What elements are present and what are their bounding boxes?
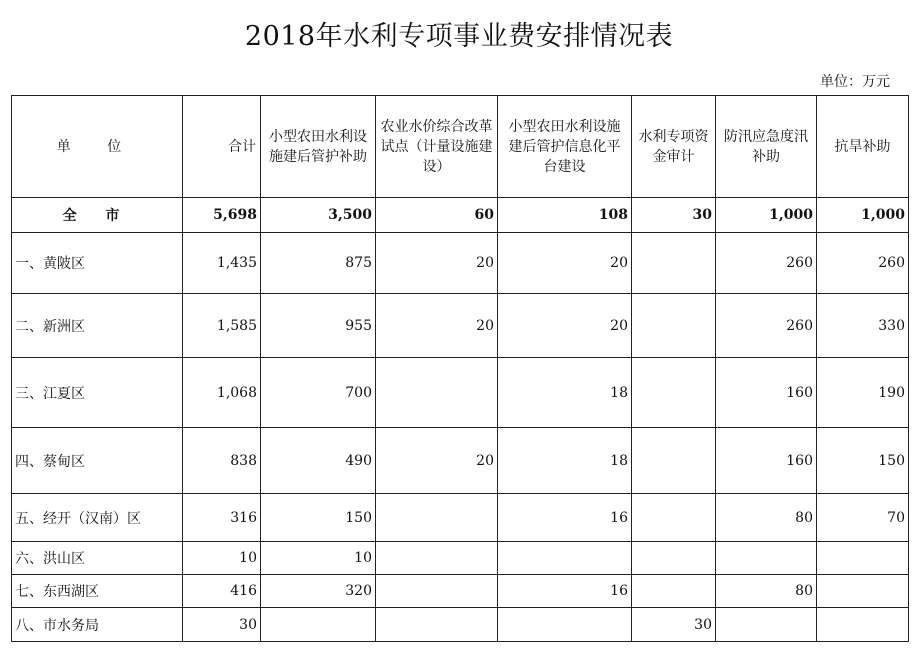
- cell-info-platform: 18: [498, 358, 632, 428]
- cell-drought-subsidy: 70: [817, 494, 909, 542]
- table-row: [12, 294, 909, 358]
- cell-flood-subsidy: 160: [716, 428, 817, 494]
- cell-audit: [632, 575, 716, 608]
- cell-name: 七、东西湖区: [12, 575, 183, 608]
- cell-drought-subsidy: 190: [817, 358, 909, 428]
- cell-flood-subsidy: 260: [716, 233, 817, 294]
- cell-audit: 30: [632, 198, 716, 233]
- cell-maintenance-subsidy: 700: [261, 358, 376, 428]
- cell-flood-subsidy: 1,000: [716, 198, 817, 233]
- cell-water-price-reform: 60: [376, 198, 498, 233]
- cell-total: 416: [183, 575, 261, 608]
- cell-flood-subsidy: 260: [716, 294, 817, 358]
- cell-drought-subsidy: 260: [817, 233, 909, 294]
- table-row: [12, 428, 909, 494]
- cell-name: 全 市: [12, 198, 183, 233]
- cell-total: 10: [183, 542, 261, 575]
- cell-audit: [632, 294, 716, 358]
- allocation-table: [11, 95, 909, 642]
- cell-audit: [632, 428, 716, 494]
- column-header-maintenance-subsidy: 小型农田水利设施建后管护补助: [261, 96, 376, 198]
- cell-water-price-reform: 20: [376, 294, 498, 358]
- column-header-info-platform: 小型农田水利设施建后管护信息化平台建设: [498, 96, 632, 198]
- cell-total: 316: [183, 494, 261, 542]
- cell-name: 二、新洲区: [12, 294, 183, 358]
- page-title: 2018年水利专项事业费安排情况表: [244, 21, 674, 52]
- column-header-unit: 单 位: [12, 96, 183, 198]
- cell-audit: [632, 358, 716, 428]
- cell-drought-subsidy: [817, 575, 909, 608]
- cell-total: 838: [183, 428, 261, 494]
- column-header-total: 合计: [183, 96, 261, 198]
- cell-drought-subsidy: 150: [817, 428, 909, 494]
- cell-maintenance-subsidy: 875: [261, 233, 376, 294]
- cell-water-price-reform: [376, 358, 498, 428]
- table-row: [12, 542, 909, 575]
- cell-name: 三、江夏区: [12, 358, 183, 428]
- cell-total: 30: [183, 608, 261, 642]
- cell-info-platform: 16: [498, 494, 632, 542]
- cell-water-price-reform: 20: [376, 428, 498, 494]
- cell-maintenance-subsidy: 490: [261, 428, 376, 494]
- cell-total: 1,068: [183, 358, 261, 428]
- cell-flood-subsidy: 80: [716, 575, 817, 608]
- cell-total: 1,585: [183, 294, 261, 358]
- cell-drought-subsidy: 330: [817, 294, 909, 358]
- cell-info-platform: 108: [498, 198, 632, 233]
- cell-name: 八、市水务局: [12, 608, 183, 642]
- table-row: [12, 494, 909, 542]
- cell-drought-subsidy: [817, 542, 909, 575]
- cell-water-price-reform: 20: [376, 233, 498, 294]
- table-row: [12, 608, 909, 642]
- cell-flood-subsidy: [716, 608, 817, 642]
- cell-audit: [632, 494, 716, 542]
- cell-info-platform: [498, 542, 632, 575]
- cell-maintenance-subsidy: 955: [261, 294, 376, 358]
- cell-maintenance-subsidy: 320: [261, 575, 376, 608]
- column-header-water-price-reform: 农业水价综合改革试点（计量设施建设）: [376, 96, 498, 198]
- cell-info-platform: [498, 608, 632, 642]
- cell-flood-subsidy: 160: [716, 358, 817, 428]
- unit-note: 单位：万元: [820, 74, 890, 90]
- cell-info-platform: 16: [498, 575, 632, 608]
- cell-name: 一、黄陂区: [12, 233, 183, 294]
- cell-water-price-reform: [376, 575, 498, 608]
- table-row: [12, 575, 909, 608]
- cell-total: 1,435: [183, 233, 261, 294]
- cell-audit: [632, 233, 716, 294]
- column-header-flood-subsidy: 防汛应急度汛补助: [716, 96, 817, 198]
- cell-maintenance-subsidy: 3,500: [261, 198, 376, 233]
- cell-audit: 30: [632, 608, 716, 642]
- cell-flood-subsidy: 80: [716, 494, 817, 542]
- header-row: [12, 96, 909, 198]
- table-row: [12, 233, 909, 294]
- cell-drought-subsidy: 1,000: [817, 198, 909, 233]
- cell-audit: [632, 542, 716, 575]
- cell-maintenance-subsidy: 10: [261, 542, 376, 575]
- cell-info-platform: 18: [498, 428, 632, 494]
- cell-water-price-reform: [376, 494, 498, 542]
- cell-name: 四、蔡甸区: [12, 428, 183, 494]
- cell-info-platform: 20: [498, 294, 632, 358]
- column-header-audit: 水利专项资金审计: [632, 96, 716, 198]
- cell-total: 5,698: [183, 198, 261, 233]
- cell-info-platform: 20: [498, 233, 632, 294]
- cell-maintenance-subsidy: [261, 608, 376, 642]
- column-header-drought-subsidy: 抗旱补助: [817, 96, 909, 198]
- cell-water-price-reform: [376, 542, 498, 575]
- cell-name: 五、经开（汉南）区: [12, 494, 183, 542]
- cell-drought-subsidy: [817, 608, 909, 642]
- cell-water-price-reform: [376, 608, 498, 642]
- total-row: [12, 198, 909, 233]
- cell-name: 六、洪山区: [12, 542, 183, 575]
- cell-flood-subsidy: [716, 542, 817, 575]
- cell-maintenance-subsidy: 150: [261, 494, 376, 542]
- table-row: [12, 358, 909, 428]
